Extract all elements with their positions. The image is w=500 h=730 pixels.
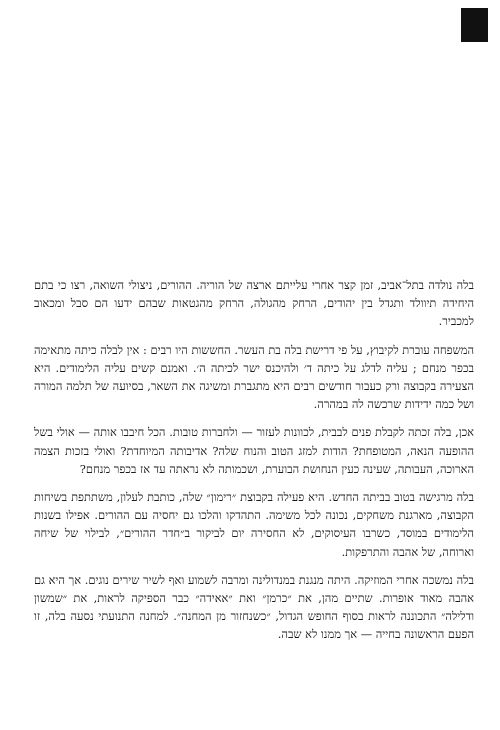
paragraph-1: בלה נולדה בתל־אביב, זמן קצר אחרי עלייתם ארצה של הוריה. ההורים, ניצולי השואה, רצו כי בתם היחידה תיוולד ותגדל בין יהודים, הרחק מהגולה, הרחק מהגטאות שבהם ידעו הם סבל ומכאוב למכביר. <box>34 278 474 329</box>
paragraph-4: בלה מרגישה בטוב בביתה החדש. היא פעילה בקבוצת ״רימון״ שלה, כותבת לעלון, משתתפת בשיחות הקבוצה, מארגנת משחקים, נכונה לכל משימה. התהדקו והלכו גם יחסיה עם ההורים. אפילו בשנות הלימודים במוסד, כשרבו העיסוקים, לא החסירה יום לביקור ב״חדר ההורים״, לבילוי של שיחה וארוחה, של אהבה והתרפקות. <box>34 490 474 559</box>
paragraph-2: המשפחה עוברת לקיבוץ, על פי דרישת בלה בת העשר. החששות היו רבים : אין לבלה כיתה מתאימה בכפר מנחם ; עליה לדלג על כיתה ד׳ ולהיכנס ישר לכיתה ה׳. ואמנם קשים עליה הלימודים. היא הצעירה בקבוצה ורק כעבור חודשים רבים היא מתגברת ומשיגה את השאר, בסיועה של תלמה המורה ושל כמה ידידות שרכשה לה במהרה. <box>34 342 474 412</box>
body-text <box>34 276 474 654</box>
paragraph-5: בלה נמשכה אחרי המוזיקה. היתה מנגנת במנדולינה ומרבה לשמוע ואף לשיר שירים נוגים. אך היא גם אהבה מאוד אופרות. שתיים מהן, את ״כרמן״ ואת ״אאידה״ כבר הספיקה לראות, את ״שמשון ודלילה״ התכוננה לראות בסוף החופש הגדול, ״כשנחזור מן המחנה״. למחנה התנועתי נסעה בלה, זו הפעם הראשונה בחייה — אך ממנו לא שבה. <box>34 572 474 642</box>
corner-block-marker <box>461 8 488 42</box>
paragraph-3: אכן, בלה זכתה לקבלת פנים לבבית, לכוונות לעזור — ולחברות טובות. הכל חיבבו אותה — אולי בשל ההופעה הנאה, המטופחת? הודות למזג הטוב והנוח שלה? אדיבותה המיוחדת? ואולי בזכות הצמה הארוכה, העבותה, שעינה כעין הנחושת הבוערת, ושכמותה לא נראתה עד אז בכפר מנחם? <box>34 425 474 476</box>
